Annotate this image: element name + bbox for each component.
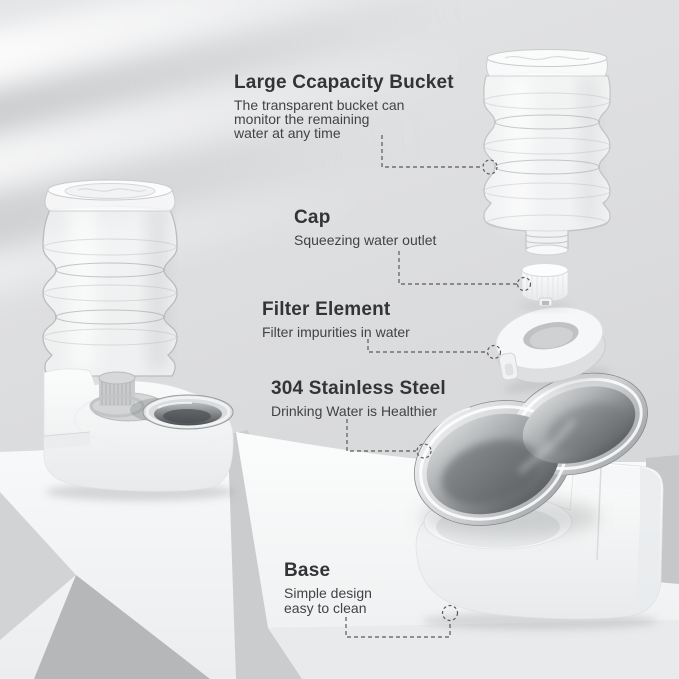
annotation-cap-desc	[294, 233, 436, 247]
annotation-base	[284, 560, 372, 616]
annotation-steel-desc-line: Drinking Water is Healthier	[271, 403, 437, 419]
dispenser-bucket	[43, 180, 177, 376]
annotation-cap-desc-line: Squeezing water outlet	[294, 232, 437, 248]
annotation-bucket-desc-line: water at any time	[234, 125, 341, 141]
annotation-bucket	[234, 72, 454, 140]
annotation-base-title: Base	[284, 560, 331, 581]
part-bucket	[484, 50, 610, 256]
annotation-base-desc	[284, 586, 372, 616]
annotation-cap-title: Cap	[294, 207, 331, 228]
annotation-bucket-desc-line: The transparent bucket can	[234, 97, 405, 113]
annotation-bucket-title: Large Ccapacity Bucket	[234, 72, 454, 93]
annotation-steel-title: 304 Stainless Steel	[271, 378, 446, 399]
annotation-base-desc-line: easy to clean	[284, 600, 367, 616]
annotation-bucket-desc-line: monitor the remaining	[234, 111, 370, 127]
annotation-filter-desc	[262, 325, 410, 339]
annotation-filter	[262, 299, 410, 339]
annotation-steel-desc	[271, 404, 446, 418]
annotation-filter-desc-line: Filter impurities in water	[262, 324, 410, 340]
annotation-base-desc-line: Simple design	[284, 585, 372, 601]
annotation-steel	[271, 378, 446, 418]
center-platform-front	[268, 620, 679, 679]
annotation-cap	[294, 207, 436, 247]
annotation-bucket-desc	[234, 98, 454, 140]
annotation-filter-title: Filter Element	[262, 299, 391, 320]
